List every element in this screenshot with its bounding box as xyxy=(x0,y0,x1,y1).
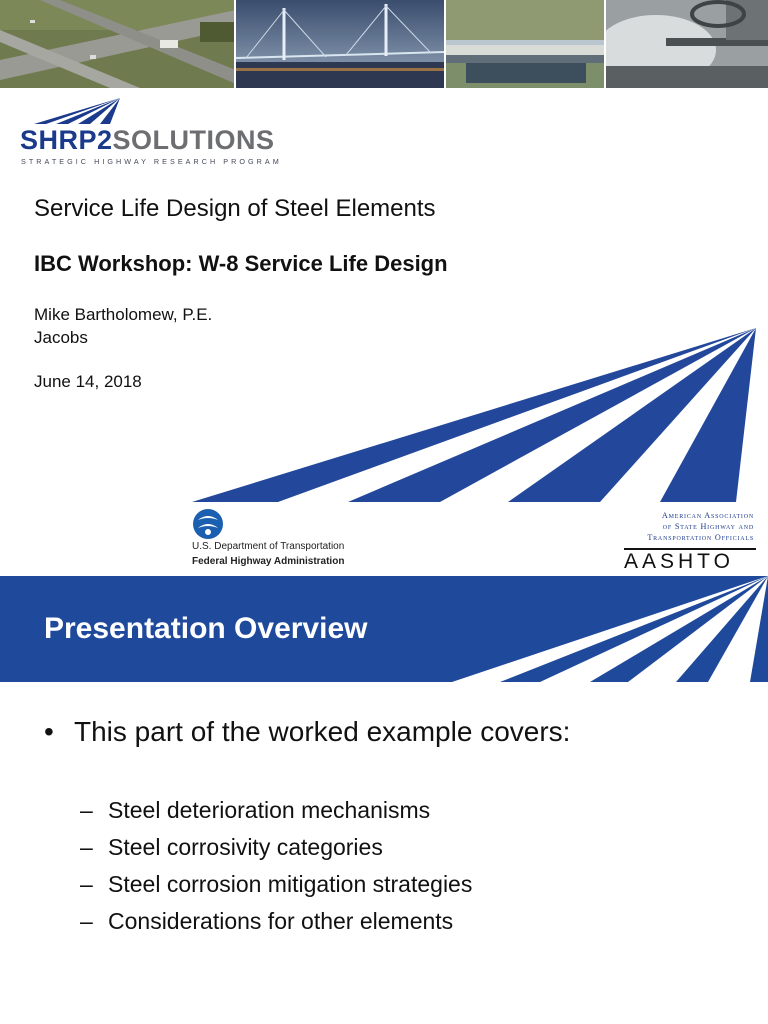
overview-banner xyxy=(0,576,768,682)
presenter-organization: Jacobs xyxy=(34,328,88,347)
dash-marker: – xyxy=(80,834,93,860)
slide-subtitle: IBC Workshop: W-8 Service Life Design xyxy=(34,251,448,276)
shrp2-solutions-logo xyxy=(18,98,280,168)
aashto-logo-block xyxy=(620,508,760,573)
steel-girder-bridge-photo xyxy=(446,0,606,88)
logo-tagline: STRATEGIC HIGHWAY RESEARCH PROGRAM xyxy=(21,157,282,166)
list-item xyxy=(80,870,472,907)
presenter-block xyxy=(34,303,212,349)
logo-word-shrp2: SHRP2 xyxy=(20,125,113,155)
logo-word-solutions: SOLUTIONS xyxy=(112,125,275,155)
list-item xyxy=(80,833,472,870)
fhwa-logo-block xyxy=(192,508,392,568)
presenter-name: Mike Bartholomew, P.E. xyxy=(34,305,213,324)
dash-marker: – xyxy=(80,871,93,897)
logo-rays-icon xyxy=(32,98,122,126)
title-slide xyxy=(0,88,768,576)
bridge-construction-photo xyxy=(606,0,768,88)
list-item xyxy=(80,907,472,944)
aashto-name-line-3: Transportation Officials xyxy=(647,533,754,542)
slide-title: Service Life Design of Steel Elements xyxy=(34,195,436,222)
dash-marker: – xyxy=(80,908,93,934)
fhwa-department-text: U.S. Department of Transportation xyxy=(192,541,345,552)
main-bullet-text: This part of the worked example covers: xyxy=(74,716,571,747)
aashto-name-line-1: American Association xyxy=(661,511,754,520)
list-item-text: Considerations for other elements xyxy=(108,908,454,934)
logo-wordmark xyxy=(20,126,275,154)
highway-interchange-photo xyxy=(0,0,236,88)
aashto-name-line-2: of State Highway and xyxy=(662,522,754,531)
list-item xyxy=(80,796,472,833)
cable-stayed-bridge-night-photo xyxy=(236,0,446,88)
decorative-rays-graphic xyxy=(190,328,756,506)
bullet-marker: • xyxy=(44,716,54,747)
aashto-acronym: AASHTO xyxy=(624,550,734,573)
aashto-full-name xyxy=(614,510,754,543)
presentation-date: June 14, 2018 xyxy=(34,372,142,391)
list-item-text: Steel deterioration mechanisms xyxy=(108,797,431,823)
main-bullet xyxy=(44,716,570,748)
overview-slide xyxy=(0,576,768,1024)
list-item-text: Steel corrosion mitigation strategies xyxy=(108,871,473,897)
dash-marker: – xyxy=(80,797,93,823)
fhwa-administration-text: Federal Highway Administration xyxy=(192,556,345,567)
sub-bullet-list xyxy=(80,796,472,944)
usdot-emblem-icon xyxy=(192,508,224,540)
overview-title: Presentation Overview xyxy=(44,612,368,645)
header-photo-strip xyxy=(0,0,768,88)
list-item-text: Steel corrosivity categories xyxy=(108,834,383,860)
